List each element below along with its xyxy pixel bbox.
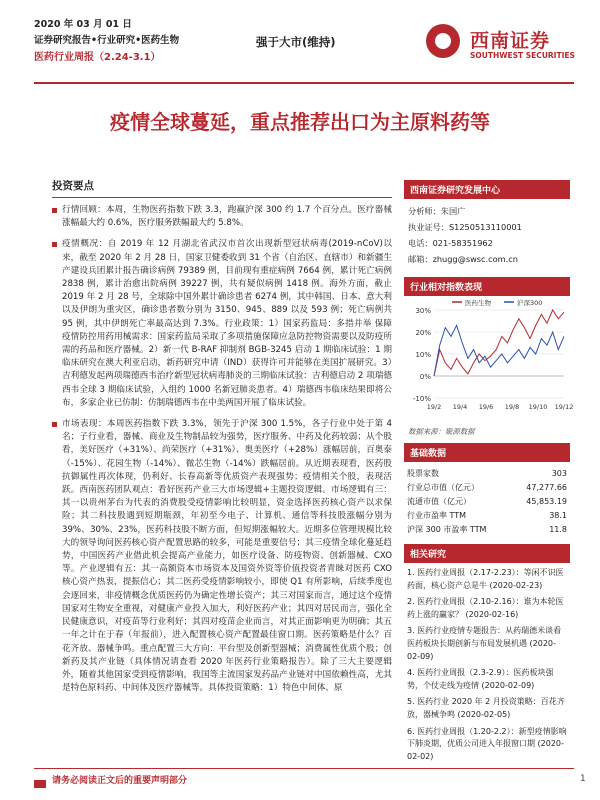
sidebar-column	[404, 180, 574, 771]
summary-heading: 投资要点	[52, 180, 94, 192]
basic-value: 11.8	[549, 524, 567, 534]
analyst-heading: 西南证券研究发展中心	[404, 180, 570, 199]
x-tick-label: 19/12	[554, 403, 574, 411]
related-item[interactable]: 2. 医药行业周报（2.10-2.16）：谁为本轮医药上涨的赢家？ (2020-02-16)	[407, 597, 564, 619]
basic-key: 行业市盈率 TTM	[407, 510, 467, 520]
table-row	[407, 480, 567, 494]
y-tick-label: 30%	[415, 307, 431, 315]
basic-value: 38.1	[549, 510, 567, 520]
logo-text-cn: 西南证券	[470, 30, 551, 52]
logo-mark-icon	[426, 24, 460, 58]
footer-divider	[34, 768, 574, 769]
summary-market-review	[52, 204, 392, 230]
report-date: 2020 年 03 月 01 日	[34, 19, 132, 30]
legend-label: 医药生物	[465, 299, 491, 307]
analyst-license: 执业证号：S1250513110001	[408, 222, 522, 232]
header-divider	[34, 82, 574, 84]
analyst-info	[404, 199, 570, 271]
basic-key: 沪深 300 市盈率 TTM	[407, 524, 487, 534]
x-tick-label: 19/6	[478, 403, 494, 411]
performance-text: 市场表现：本周医药指数下跌 3.3%，领先于沪深 300 1.5%，各子行业中处于第 4 名；子行业看，器械、商业及生物制品较为强势，医疗服务、中药及化药较弱；从个股看，美好医疗（+31%）、尚荣医疗（+31%）、奥美医疗（+28%）涨幅居前，百奥泰（-15%）、花园生物（-14%）、微芯生物（-14%）跌幅居前。从近期表现看，医药股抗御属性再次体现，仍利好、长春高新等优质资产表现强势；疫情相关个股，表现活跃。西南医药团队观点：看好医药产业三大市场逻辑+主题投资逻辑。市场逻辑有三：其一以贵州茅台为代表的消费股受疫情影响比较明显，资金选择医药核心资产以求保险；其二科技股遇到短期瓶颈，年初至今电子、计算机、通信等科技股涨幅分别为 39%、30%、23%，医药科技股不断方面，但短期涨幅较大。近期多位管理规模比较大的领导询问医药核心资产配置思路的较多，可能是重要信号；其三疫情全球化蔓延趋势，中国医药产业借此机会提高产业能力，如医疗设备、防疫物资、创新器械、CXO 等。产业逻辑有五：其一高额资本市场资本及国资外资等价值投资者青睐对医药 CXO 核心资产热衷，提振信心；其二医药受疫情影响较小，即使 Q1 有所影响，后续季度也会逐回来，非疫情概念优质医药仍为确定性增长资产；其三对国家而言，通过这个疫情国家对生物安全重视，对健康产业投入加大，利好医药产业；其四对居民而言，强化全民健康意识，对疫苗等行业利好；其四对疫苗企业而言，对其正面影响更为明确；其五一年之计在于春（年报前），进入配置核心资产配置最佳窗口期。医药策略是什么？百花齐放、器械争鸣。重点配置三大方向：平台型及创新型器械；消费属性优质个股；创新药及其产业链（具体情况请查看 2020 年医药行业策略报告）。除了三大主要逻辑外，随着其他国家受到疫情影响，我国等主流国家发药品产业链对中国依赖性高，尤其是特色原料药、中间体及医疗器械等。具体投资策略：1）特色中间体、原	[62, 419, 392, 694]
x-tick-label: 19/10	[528, 403, 548, 411]
epidemic-text: 疫情概况：自 2019 年 12 月湖北省武汉市首次出现新型冠状病毒(2019-nCoV)以来，截至 2020 年 2 月 28 日，国家卫健委收到 31 个省（自治区、直辖市）和新疆生产建设兵团累计报告确诊病例 79389 例，目前现有重症病例 7664 例，累计死亡病例 2838 例，累计治愈出院病例 39227 例，共有疑似病例 1418 例。海外方面，截止 2019 年 2 月 28 号，全球除中国外累计确诊患者 6274 例，其中韩国、日本、意大利以及伊朗为重灾区，确诊患者数分别为 3150、945、889 以及 593 例；死亡病例共 95 例，其中伊朗死亡率最高达到 7.3%。行业政策：1）国家药监局：多措并举 保障疫情防控用药用械需求：国家药监局采取了多项措施保障应急防控物资需要以及防疫所需的药品和医疗器械。2）新一代 B-RAF 抑制剂 BGB-3245 启动 1 期临床试验：1 期临床研究在澳大利亚启动，新药研究申请（IND）获得许可并能够在美国扩展研究。3）吉利德发起两项瑞德西韦治疗新型冠状病毒肺炎的三期临床试验：吉利德启动 2 项瑞德西韦全球 3 期临床试验，入组约 1000 名新冠肺炎患者。4）瑞德西韦临床结果即将公布，多家企业已仿制：仿制瑞德西韦在中美两国开展了临床试验。	[62, 239, 392, 408]
report-header	[34, 16, 574, 80]
market-review-text: 行情回顾：本周，生物医药指数下跌 3.3，跑赢沪深 300 约 1.7 个百分点。医疗器械涨幅最大约 0.6%，医疗服务跌幅最大约 5.8%。	[62, 205, 392, 229]
related-item[interactable]: 4. 医药行业周报（2.3-2.9）：医药板块强势，个仗走线为疫情 (2020-02-09)	[407, 668, 554, 690]
table-row	[407, 466, 567, 480]
x-tick-label: 19/4	[452, 403, 468, 411]
summary-column	[52, 178, 392, 703]
logo-text-en: SOUTHWEST SECURITIES	[470, 51, 575, 60]
related-heading: 相关研究	[404, 544, 570, 563]
bullet-icon	[52, 242, 57, 247]
table-row	[407, 494, 567, 508]
y-tick-label: -10%	[412, 395, 431, 403]
basic-key: 流通市值（亿元）	[407, 496, 471, 506]
basic-value: 45,853.19	[526, 496, 567, 506]
footer-disclaimer: 请务必阅读正文后的重要声明部分	[52, 776, 188, 786]
page-number: 1	[580, 774, 586, 784]
chart-source: 数据来源：聚源数据	[408, 427, 475, 436]
bullet-icon	[52, 422, 57, 427]
table-row	[407, 508, 567, 522]
relative-index-chart	[404, 296, 574, 424]
basic-data-heading: 基础数据	[404, 443, 570, 462]
series-line-1	[434, 325, 564, 376]
table-row	[407, 522, 567, 536]
summary-performance	[52, 418, 392, 695]
basic-data-table	[407, 466, 567, 536]
analyst-phone: 电话：021-58351962	[408, 238, 493, 248]
related-item[interactable]: 5. 医药行业 2020 年 2 月投资策略：百花齐放，器械争鸣 (2020-02-05)	[407, 697, 565, 719]
company-logo	[412, 20, 590, 76]
y-tick-label: 0%	[419, 373, 431, 381]
analyst-email[interactable]: 邮箱：zhugg@swsc.com.cn	[408, 254, 518, 264]
summary-epidemic	[52, 238, 392, 410]
summary-divider	[52, 197, 392, 198]
related-item[interactable]: 3. 医药行业疫情专题报告：从药瑞德米谈看医药板块长期创新与布局发展机遇 (2020-02-09)	[407, 626, 562, 661]
y-tick-label: 10%	[415, 351, 431, 359]
basic-key: 行业总市值（亿元）	[407, 482, 479, 492]
bullet-icon	[52, 208, 57, 213]
report-title: 疫情全球蔓延，重点推荐出口为主原料药等	[110, 110, 490, 134]
analyst-name: 分析师：朱国广	[408, 206, 466, 216]
related-list	[404, 563, 570, 771]
y-tick-label: 20%	[415, 329, 431, 337]
industry-rating: 强于大市(维持)	[256, 35, 336, 49]
related-item[interactable]: 6. 医药行业周报（1.20-2.2）：新型疫情影响下肺炎期，优质公司进入年报窗口期 (2020-02-02)	[407, 726, 567, 761]
report-category: 证券研究报告•行业研究•医药生物	[34, 35, 180, 46]
chart-svg	[404, 296, 574, 424]
basic-value: 47,277.66	[526, 482, 567, 492]
chart-title: 行业相对指数表现	[404, 277, 570, 296]
legend-label: 沪深300	[517, 299, 543, 307]
x-tick-label: 19/2	[426, 403, 442, 411]
basic-value: 303	[551, 468, 567, 478]
footer-mark	[34, 780, 46, 788]
basic-key: 股票家数	[407, 468, 439, 478]
report-series: 医药行业周报（2.24-3.1）	[34, 52, 161, 63]
related-item[interactable]: 1. 医药行业周报（2.17-2.23）：等闲不识医药面，核心资产总是牛 (2020-02-23)	[407, 568, 564, 590]
x-tick-label: 19/8	[504, 403, 520, 411]
